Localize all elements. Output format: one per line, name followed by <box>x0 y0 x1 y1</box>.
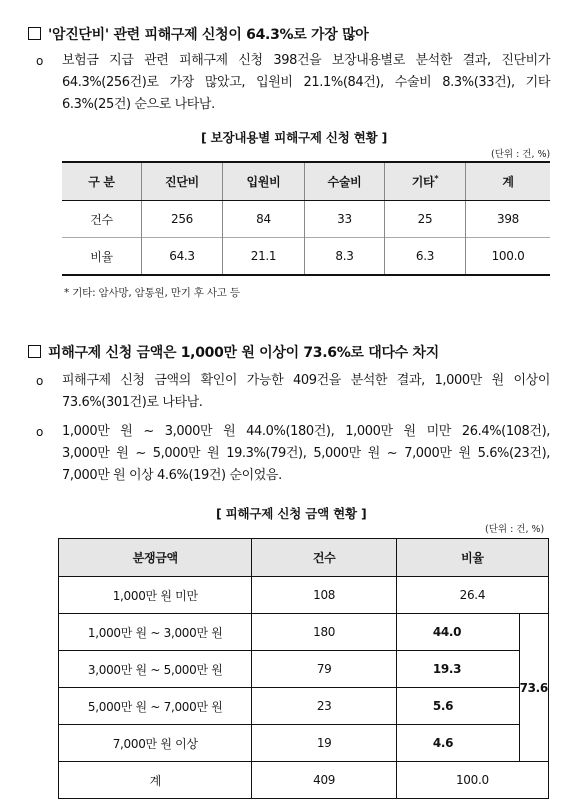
coverage-table <box>62 161 550 276</box>
bullet-line: 7,000만 원 이상 4.6%(19건) 순이었음. <box>62 468 282 483</box>
col-header-label: 기타 <box>411 175 435 189</box>
col-header: 비율 <box>396 539 548 577</box>
checkbox-square-icon <box>28 345 41 358</box>
col-header: 수술비 <box>305 162 385 201</box>
table-row <box>62 238 550 276</box>
amount-range: 1,000만 원 ~ 3,000만 원 <box>59 614 252 651</box>
bullet-mark: o <box>36 374 43 388</box>
ratio-cell: 26.4 <box>396 577 548 614</box>
section2-heading: 피해구제 신청 금액은 1,000만 원 이상이 73.6%로 대다수 차지 <box>48 345 439 361</box>
table1-title: [ 보장내용별 피해구제 신청 현황 ] <box>201 130 388 145</box>
table-row <box>62 201 550 238</box>
bullet-line: 1,000만 원 ~ 3,000만 원 44.0%(180건), 1,000만 원 미만 26.4%(108건), <box>62 424 550 439</box>
total-count: 409 <box>252 762 396 799</box>
table-cell: 100.0 <box>466 238 551 276</box>
bullet-mark: o <box>36 425 43 439</box>
bullet-line: 보험금 지급 관련 피해구제 신청 398건을 보장내용별로 분석한 결과, 진단비가 <box>62 53 550 68</box>
amount-range: 5,000만 원 ~ 7,000만 원 <box>59 688 252 725</box>
row-label: 비율 <box>62 238 142 276</box>
col-header: 진단비 <box>142 162 223 201</box>
table2-title: [ 피해구제 신청 금액 현황 ] <box>216 506 367 521</box>
bullet-line: 3,000만 원 ~ 5,000만 원 19.3%(79건), 5,000만 원 ~ 7,000만 원 5.6%(23건), <box>62 446 550 461</box>
table-cell: 84 <box>223 201 305 238</box>
amount-range: 3,000만 원 ~ 5,000만 원 <box>59 651 252 688</box>
table-cell: 256 <box>142 201 223 238</box>
bullet-line: 64.3%(256건)로 가장 많았고, 입원비 21.1%(84건), 수술비 8.3%(33건), 기타 <box>62 75 550 90</box>
count-cell: 23 <box>252 688 396 725</box>
ratio-cell: 4.6 <box>396 725 519 762</box>
table-header-row <box>59 539 549 577</box>
bullet-line: 73.6%(301건)로 나타남. <box>62 395 203 410</box>
section2-bullet-1 <box>36 370 550 414</box>
table-cell: 6.3 <box>385 238 466 276</box>
total-label: 계 <box>59 762 252 799</box>
section1-heading: '암진단비' 관련 피해구제 신청이 64.3%로 가장 많아 <box>48 27 369 43</box>
total-ratio: 100.0 <box>396 762 548 799</box>
count-cell: 108 <box>252 577 396 614</box>
ratio-cell: 19.3 <box>396 651 519 688</box>
amount-range: 1,000만 원 미만 <box>59 577 252 614</box>
section1-heading-row <box>28 24 369 44</box>
table-row <box>59 651 549 688</box>
count-cell: 180 <box>252 614 396 651</box>
amount-table <box>58 538 549 799</box>
table-total-row <box>59 762 549 799</box>
table1-unit: (단위 : 건, %) <box>491 149 551 160</box>
col-header <box>385 162 466 201</box>
count-cell: 79 <box>252 651 396 688</box>
table-row <box>59 614 549 651</box>
table-cell: 398 <box>466 201 551 238</box>
table-row <box>59 577 549 614</box>
table2-unit: (단위 : 건, %) <box>485 524 545 535</box>
over-10m-total-ratio: 73.6 <box>519 614 548 762</box>
table-cell: 33 <box>305 201 385 238</box>
bullet-line: 6.3%(25건) 순으로 나타남. <box>62 97 215 112</box>
table-header-row <box>62 162 550 201</box>
footnote-mark: * <box>434 174 439 183</box>
table-cell: 8.3 <box>305 238 385 276</box>
table-cell: 64.3 <box>142 238 223 276</box>
table1-footnote: * 기타: 암사망, 암통원, 만기 후 사고 등 <box>64 287 240 299</box>
col-header: 입원비 <box>223 162 305 201</box>
table-row <box>59 725 549 762</box>
section1-bullet <box>36 50 550 116</box>
bullet-mark: o <box>36 54 43 68</box>
row-label: 건수 <box>90 212 113 227</box>
ratio-cell: 44.0 <box>396 614 519 651</box>
ratio-cell: 5.6 <box>396 688 519 725</box>
checkbox-square-icon <box>28 27 41 40</box>
bullet-line: 피해구제 신청 금액의 확인이 가능한 409건을 분석한 결과, 1,000만 원 이상이 <box>62 373 550 388</box>
count-cell: 19 <box>252 725 396 762</box>
col-header: 계 <box>466 162 551 201</box>
col-header: 건수 <box>252 539 396 577</box>
table-row <box>59 688 549 725</box>
section2-bullet-2 <box>36 421 550 487</box>
col-header: 구 분 <box>62 162 142 201</box>
table-cell: 21.1 <box>223 238 305 276</box>
amount-range: 7,000만 원 이상 <box>59 725 252 762</box>
section2-heading-row <box>28 342 439 362</box>
col-header: 분쟁금액 <box>59 539 252 577</box>
table-cell: 25 <box>385 201 466 238</box>
